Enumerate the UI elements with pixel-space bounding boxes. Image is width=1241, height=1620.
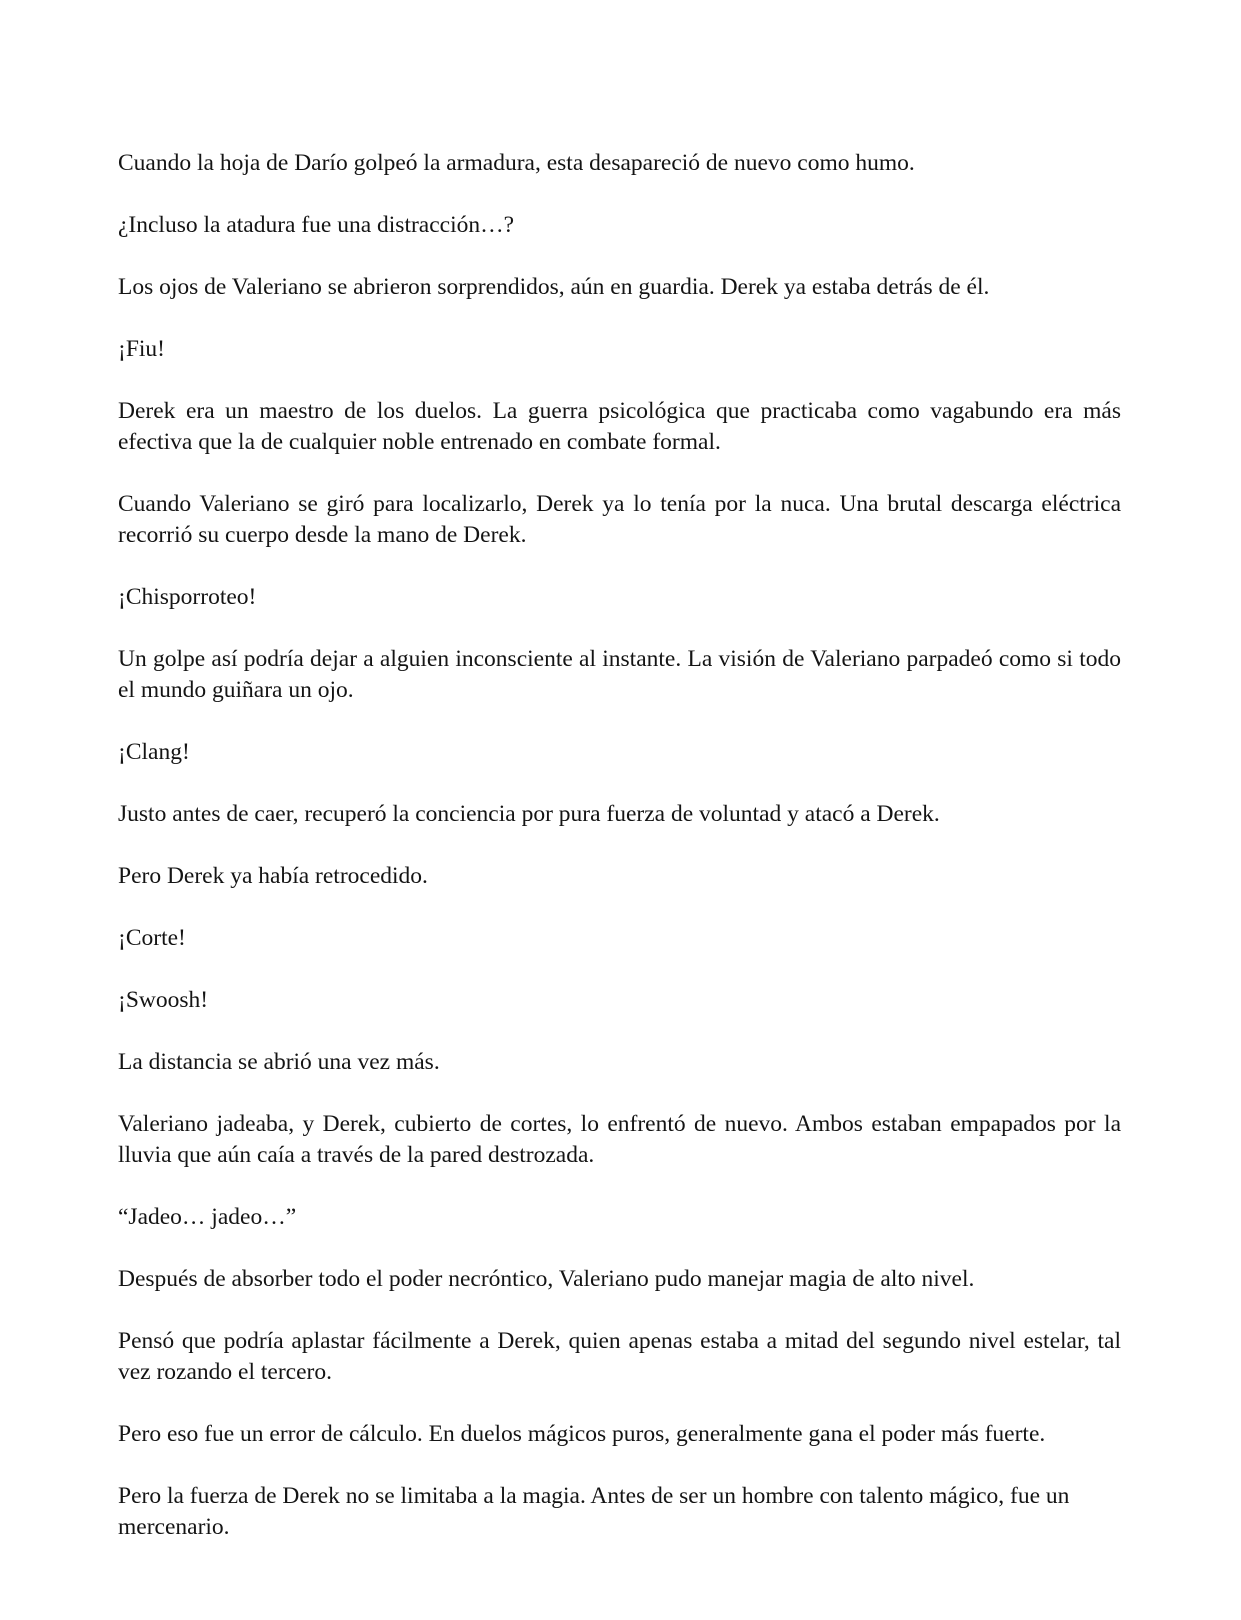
paragraph-11: Pero Derek ya había retrocedido. — [118, 863, 428, 889]
paragraph-12: ¡Corte! — [118, 925, 186, 951]
paragraph-8: Un golpe así podría dejar a alguien inconsciente al instante. La visión de Valeriano parpadeó como si todo el mundo guiñara un ojo. — [118, 646, 1121, 703]
paragraph-10: Justo antes de caer, recuperó la conciencia por pura fuerza de voluntad y atacó a Derek. — [118, 801, 940, 827]
paragraph-5: Derek era un maestro de los duelos. La guerra psicológica que practicaba como vagabundo era más efectiva que la de cualquier noble entrenado en combate formal. — [118, 398, 1121, 455]
paragraph-18: Pensó que podría aplastar fácilmente a Derek, quien apenas estaba a mitad del segundo nivel estelar, tal vez rozando el tercero. — [118, 1328, 1121, 1385]
paragraph-1: Cuando la hoja de Darío golpeó la armadura, esta desapareció de nuevo como humo. — [118, 150, 915, 176]
paragraph-19: Pero eso fue un error de cálculo. En duelos mágicos puros, generalmente gana el poder más fuerte. — [118, 1421, 1046, 1447]
document-page — [118, 148, 1121, 1574]
paragraph-9: ¡Clang! — [118, 739, 190, 765]
paragraph-7: ¡Chisporroteo! — [118, 584, 257, 610]
paragraph-4: ¡Fiu! — [118, 336, 165, 362]
paragraph-20: Pero la fuerza de Derek no se limitaba a la magia. Antes de ser un hombre con talento mágico, fue un mercenario. — [118, 1483, 1070, 1540]
paragraph-2: ¿Incluso la atadura fue una distracción…? — [118, 212, 515, 238]
paragraph-14: La distancia se abrió una vez más. — [118, 1049, 440, 1075]
paragraph-3: Los ojos de Valeriano se abrieron sorprendidos, aún en guardia. Derek ya estaba detrás de él. — [118, 274, 990, 300]
paragraph-6: Cuando Valeriano se giró para localizarlo, Derek ya lo tenía por la nuca. Una brutal descarga eléctrica recorrió su cuerpo desde la mano de Derek. — [118, 491, 1121, 548]
paragraph-15: Valeriano jadeaba, y Derek, cubierto de cortes, lo enfrentó de nuevo. Ambos estaban empapados por la lluvia que aún caía a través de la pared destrozada. — [118, 1111, 1121, 1168]
paragraph-16: “Jadeo… jadeo…” — [118, 1204, 297, 1230]
paragraph-17: Después de absorber todo el poder necróntico, Valeriano pudo manejar magia de alto nivel. — [118, 1266, 975, 1292]
paragraph-13: ¡Swoosh! — [118, 987, 209, 1013]
